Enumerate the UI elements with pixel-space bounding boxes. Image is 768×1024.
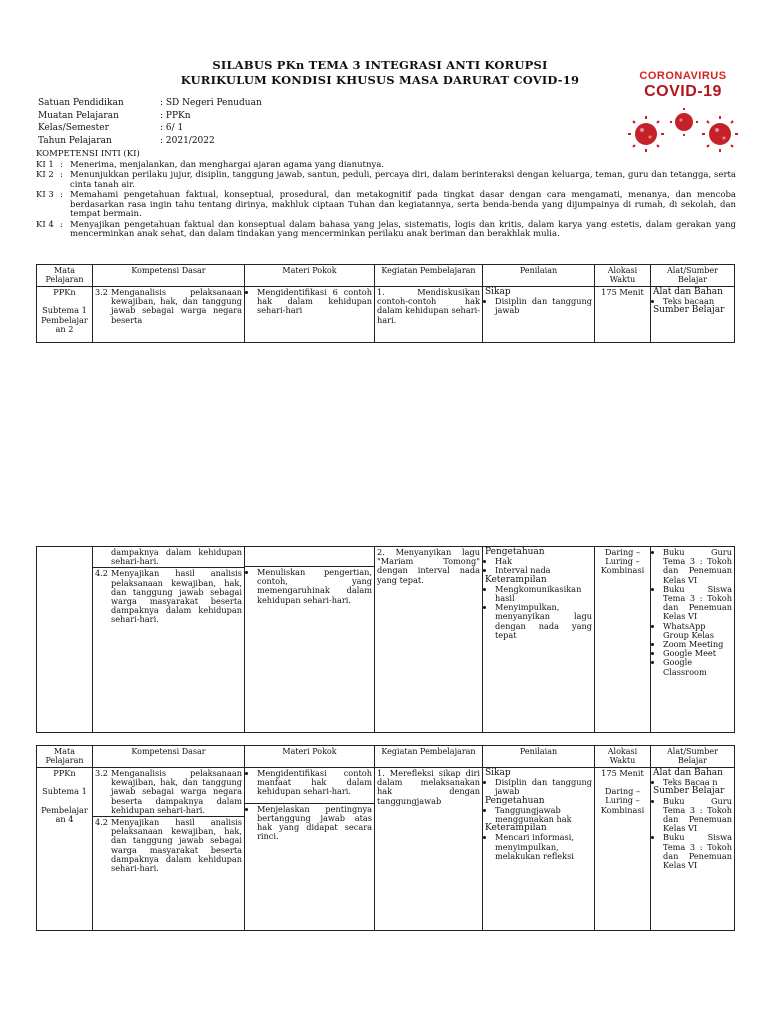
info-label: Tahun Pelajaran (38, 135, 112, 146)
penilaian-heading: Pengetahuan (485, 547, 545, 557)
header-penilaian: Penilaian (483, 746, 595, 768)
header-alokasi: Alokasi Waktu (595, 265, 651, 287)
ki-text: Memahami pengetahuan faktual, konseptual, prosedural, dan metakognitif pada tingkat dasar dengan cara mengamati, menanya, dan mencoba berdasarkan rasa ingin tahu tentang dirinya, makhluk ciptaan Tuhan dan kegiatannya, serta benda-benda yang dijumpainya di rumah, di sekolah, dan tempat bermain. (70, 190, 736, 219)
materi-cell (245, 547, 375, 733)
header-alat: Alat/Sumber Belajar (651, 746, 735, 768)
ki-text: Menunjukkan perilaku jujur, disiplin, tanggung jawab, santun, peduli, percaya diri, dalam berinteraksi dengan keluarga, teman, guru dan tetangga, serta cinta tanah air. (70, 170, 736, 190)
alokasi-cell: 175 Menit (595, 287, 651, 343)
penilaian-item: • Mencari informasi, menyimpulkan, melakukan refleksi (495, 833, 592, 861)
alat-item: • WhatsApp Group Kelas (663, 622, 732, 640)
sumber-item: • Buku Guru Tema 3 : Tokoh dan Penemuan Kelas VI (663, 797, 732, 834)
materi-item: • Menjelaskan pentingnya bertanggung jawab atas hak yang didapat secara rinci. (257, 805, 372, 842)
info-value: : 6/ 1 (160, 123, 184, 133)
info-label: Satuan Pendidikan (38, 98, 124, 108)
penilaian-item: • Mengkomunikasikan hasil (495, 585, 592, 603)
alat-item: • Zoom Meeting (663, 640, 732, 649)
info-value: : 2021/2022 (160, 135, 215, 146)
penilaian-item: • Disiplin dan tanggung jawab (495, 297, 592, 315)
ki-code: KI 3 (36, 190, 54, 200)
sumber-item: • Buku Siswa Tema 3 : Tokoh dan Penemuan Kelas VI (663, 833, 732, 870)
info-value: : SD Negeri Penuduan (160, 98, 262, 108)
penilaian-item: • Hak (495, 557, 592, 566)
alat-heading: Alat dan Bahan (653, 768, 723, 778)
covid-logo (628, 70, 738, 101)
info-label: Kelas/Semester (38, 123, 109, 133)
materi-item: • Mengidentifikasi 6 contoh hak dalam kehidupan sehari-hari (257, 288, 372, 316)
document-title-line1: SILABUS PKn TEMA 3 INTEGRASI ANTI KORUPSI (212, 58, 548, 72)
kd-text: Menyajikan hasil analisis pelaksanaan kewajiban, hak, dan tanggung jawab sebagai warga masyarakat beserta dampaknya dalam kehidupan sehari-hari. (111, 568, 242, 625)
kd-cell (93, 287, 245, 343)
alat-heading: Alat dan Bahan (653, 287, 723, 297)
alat-cell (651, 547, 735, 733)
ki-code: KI 4 (36, 219, 54, 230)
kegiatan-cell: 1. Mendiskusikan contoh-contoh hak dalam kehidupan sehari-hari. (375, 287, 483, 343)
kompetensi-inti (36, 150, 736, 240)
alat-item: • Google Classroom (663, 658, 732, 676)
ki-item: KI 3 : Memahami pengetahuan faktual, konseptual, prosedural, dan metakognitif pada tingkat dasar dengan cara mengamati, menanya, dan mencoba berdasarkan rasa ingin tahu tentang dirinya, makhluk ciptaan Tuhan dan kegiatannya, serta benda-benda yang dijumpainya di rumah, di sekolah, dan tempat bermain. (36, 190, 736, 219)
alat-item: • Buku Siswa Tema 3 : Tokoh dan Penemuan Kelas VI (663, 585, 732, 622)
penilaian-heading: Keterampilan (485, 574, 547, 585)
kd-number: 3.2 (95, 287, 109, 297)
ki-heading: KOMPETENSI INTI (KI) (36, 149, 140, 159)
kd-number: 4.2 (95, 568, 109, 579)
header-kegiatan: Kegiatan Pembelajaran (375, 746, 483, 768)
info-label: Muatan Pelajaran (38, 110, 119, 121)
header-kd: Kompetensi Dasar (93, 746, 245, 768)
kd-text: Menyajikan hasil analisis pelaksanaan kewajiban, hak, dan tanggung jawab sebagai warga masyarakat beserta dampaknya dalam kehidupan sehari-hari. (111, 817, 242, 874)
penilaian-heading: Sikap (485, 287, 511, 297)
penilaian-item: • Menyimpulkan, menyanyikan lagu dengan nada yang tepat (495, 603, 592, 640)
alokasi-mode: Daring – Luring – Kombinasi (600, 786, 645, 815)
alokasi-time: 175 Menit (601, 768, 644, 778)
sumber-heading: Sumber Belajar (653, 786, 725, 797)
syllabus-table-1 (36, 264, 735, 343)
header-alokasi: Alokasi Waktu (595, 746, 651, 768)
header-alat: Alat/Sumber Belajar (651, 265, 735, 287)
header-materi: Materi Pokok (245, 746, 375, 768)
kd-cell (93, 768, 245, 931)
header-kd: Kompetensi Dasar (93, 265, 245, 287)
penilaian-heading: Keterampilan (485, 823, 547, 834)
penilaian-cell (483, 768, 595, 931)
kd-text: Menganalisis pelaksanaan kewajiban, hak, dan tanggung jawab sebagai warga negara beserta (111, 287, 242, 325)
alat-item: • Google Meet (663, 649, 732, 658)
syllabus-table-3 (36, 745, 735, 931)
ki-text: Menyajikan pengetahuan faktual dan konseptual dalam bahasa yang jelas, sistematis, logis dan kritis, dalam karya yang estetis, dalam gerakan yang mencerminkan anak sehat, dan dalam tindakan yang mencerminkan perilaku anak beriman dan berakhlak mulia. (70, 219, 736, 239)
mapel-cell: PPKn Subtema 1 Pembelajar an 4 (37, 768, 93, 931)
penilaian-item: • Tanggungjawab menggunakan hak (495, 806, 592, 824)
header-mapel: Mata Pelajaran (37, 265, 93, 287)
syllabus-table-2 (36, 546, 735, 733)
materi-item: • Menuliskan pengertian, contoh, yang memengaruhinak dalam kehidupan sehari-hari. (257, 568, 372, 605)
header-mapel: Mata Pelajaran (37, 746, 93, 768)
materi-cell (245, 768, 375, 931)
identity-info (36, 96, 264, 148)
penilaian-cell (483, 547, 595, 733)
materi-item: • Mengidentifikasi contoh manfaat hak dalam kehidupan sehari-hari. (257, 769, 372, 797)
penilaian-item: • Interval nada (495, 566, 592, 575)
document-title-line2: KURIKULUM KONDISI KHUSUS MASA DARURAT COVID-19 (180, 73, 580, 87)
alokasi-cell (595, 768, 651, 931)
header-penilaian: Penilaian (483, 265, 595, 287)
alat-item: • Teks Bacaa n (663, 778, 732, 787)
alokasi-cell: Daring – Luring – Kombinasi (595, 547, 651, 733)
header-kegiatan: Kegiatan Pembelajaran (375, 265, 483, 287)
alat-cell (651, 287, 735, 343)
materi-cell (245, 287, 375, 343)
ki-item: KI 4 : Menyajikan pengetahuan faktual dan konseptual dalam bahasa yang jelas, sistematis, logis dan kritis, dalam karya yang estetis, dalam gerakan yang mencerminkan anak sehat, dan dalam tindakan yang mencerminkan perilaku anak beriman dan berakhlak mulia. (36, 219, 736, 239)
penilaian-item: • Disiplin dan tanggung jawab (495, 778, 592, 796)
penilaian-heading: Pengetahuan (485, 795, 545, 806)
header-materi: Materi Pokok (245, 265, 375, 287)
kd-text: Menganalisis pelaksanaan kewajiban, hak, dan tanggung jawab sebagai warga negara beserta dampaknya dalam kehidupan sehari-hari. (111, 768, 242, 815)
info-value: : PPKn (160, 110, 191, 121)
mapel-cell: PPKn Subtema 1 Pembelajar an 2 (37, 287, 93, 343)
kd-number: 4.2 (95, 817, 109, 828)
sumber-heading: Sumber Belajar (653, 305, 725, 316)
ki-text: Menerima, menjalankan, dan menghargai ajaran agama yang dianutnya. (70, 159, 385, 170)
kd-continuation: dampaknya dalam kehidupan sehari-hari. (93, 547, 244, 568)
kegiatan-cell: 1. Merefleksi sikap diri dalam melaksanakan hak dengan tanggungjawab (375, 768, 483, 931)
kegiatan-cell: 2. Menyanyikan lagu "Mariam Tomong" dengan interval nada yang tepat. (375, 547, 483, 733)
kd-number: 3.2 (95, 768, 109, 778)
logo-top-text: CORONAVIRUS (639, 70, 727, 82)
alat-item: • Teks bacaan (663, 297, 732, 306)
alat-item: • Buku Guru Tema 3 : Tokoh dan Penemuan Kelas VI (663, 548, 732, 585)
ki-item: KI 1 : Menerima, menjalankan, dan menghargai ajaran agama yang dianutnya. (36, 161, 736, 171)
ki-code: KI 2 (36, 170, 54, 180)
kd-cell (93, 547, 245, 733)
ki-code: KI 1 (36, 159, 54, 170)
ki-item: KI 2 : Menunjukkan perilaku jujur, disiplin, tanggung jawab, santun, peduli, percaya diri, dalam berinteraksi dengan keluarga, teman, guru dan tetangga, serta cinta tanah air. (36, 170, 736, 190)
logo-main-text: COVID-19 (644, 83, 722, 100)
penilaian-cell (483, 287, 595, 343)
penilaian-heading: Sikap (485, 768, 511, 778)
mapel-cell (37, 547, 93, 733)
alat-cell (651, 768, 735, 931)
